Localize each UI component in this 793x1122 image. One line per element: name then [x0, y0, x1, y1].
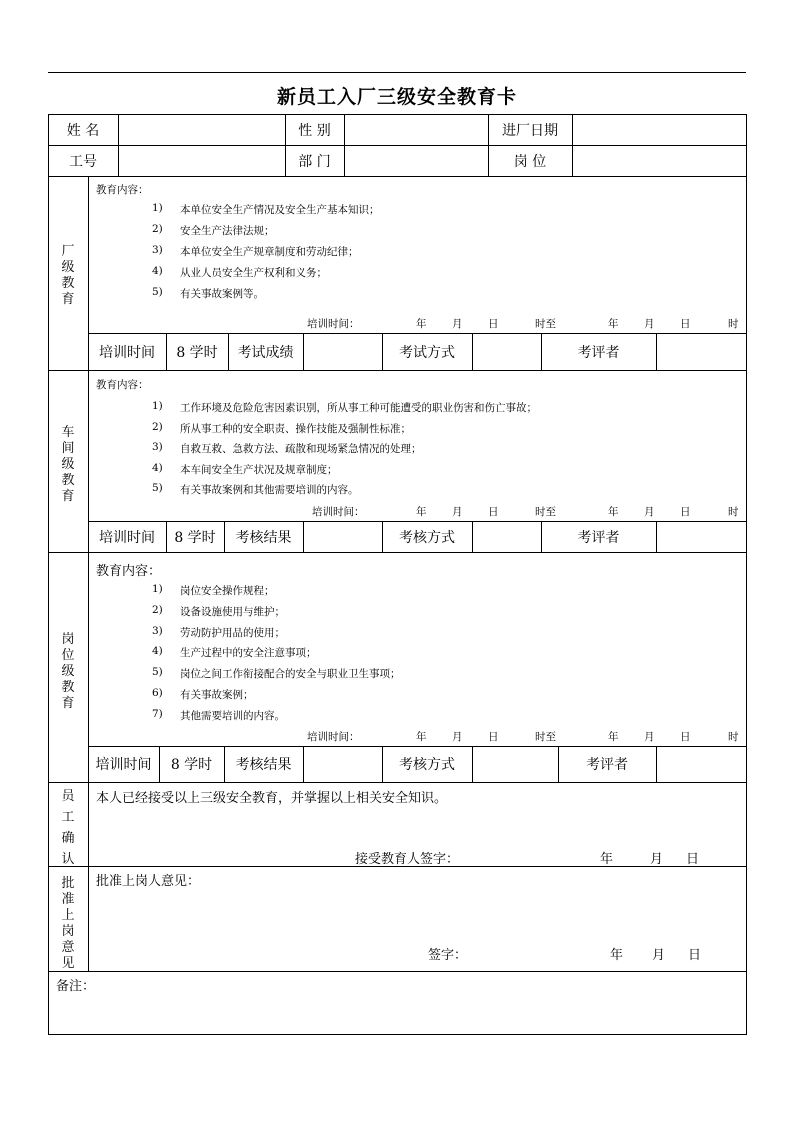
- list-item-number: 1): [152, 202, 163, 214]
- day-text: 日: [680, 731, 691, 743]
- employee-sign-label: 接受教育人签字：: [355, 852, 460, 867]
- list-item: 有关事故案例等。: [180, 288, 264, 300]
- month-text: 月: [644, 731, 655, 743]
- year-text: 年: [610, 948, 624, 963]
- workshop-assessor-label: 考评者: [577, 529, 620, 546]
- workshop-training-time-label: 培训时间：: [312, 506, 365, 518]
- list-item-number: 5): [152, 286, 163, 298]
- day-text: 日: [488, 506, 499, 518]
- list-item: 从业人员安全生产权利和义务；: [180, 267, 327, 279]
- day-text: 日: [688, 948, 702, 963]
- employee-section-label: 员工确认: [61, 789, 75, 867]
- approval-section-label: 批准上岗意见: [61, 876, 75, 971]
- list-item-number: 5): [152, 666, 163, 679]
- list-item: 其他需要培训的内容。: [180, 709, 285, 722]
- list-item-number: 6): [152, 687, 163, 699]
- list-item-number: 7): [152, 707, 163, 720]
- year-text: 年: [608, 731, 619, 743]
- list-item-number: 4): [152, 265, 163, 277]
- factory-result-label: 考试成绩: [237, 344, 294, 361]
- list-item-number: 3): [152, 441, 163, 453]
- id-field[interactable]: [118, 145, 285, 176]
- list-item: 自救互救、急救方法、疏散和现场紧急情况的处理；: [180, 443, 422, 455]
- post-section-label: 岗位级教育: [61, 632, 75, 711]
- factory-result-field[interactable]: [303, 333, 382, 370]
- approval-sign-label: 签字：: [428, 948, 468, 963]
- year-text: 年: [416, 506, 427, 518]
- list-item: 本车间安全生产状况及规章制度；: [180, 463, 338, 476]
- page-title: 新员工入厂三级安全教育卡: [276, 86, 517, 108]
- workshop-assessor-field[interactable]: [656, 521, 747, 552]
- gender-label: 性 别: [298, 122, 331, 139]
- entry-date-label: 进厂日期: [502, 122, 558, 139]
- factory-assessor-field[interactable]: [656, 333, 747, 370]
- workshop-hours-label: 培训时间: [99, 529, 155, 546]
- factory-hours-label: 培训时间: [99, 344, 155, 361]
- post-result-label: 考核结果: [235, 757, 292, 773]
- name-label: 姓 名: [66, 122, 100, 139]
- hour-to-text: 时至: [535, 506, 556, 518]
- workshop-result-label: 考核结果: [235, 529, 292, 546]
- day-text: 日: [488, 318, 499, 330]
- post-assessor-label: 考评者: [586, 757, 628, 773]
- list-item: 安全生产法律法规；: [180, 225, 275, 237]
- list-item-number: 4): [152, 461, 163, 474]
- post-hours-label: 培训时间: [95, 757, 152, 773]
- list-item-number: 3): [152, 244, 163, 256]
- hour-text: 时: [728, 731, 739, 743]
- list-item: 有关事故案例和其他需要培训的内容。: [180, 484, 359, 496]
- post-training-time-label: 培训时间：: [307, 731, 360, 743]
- id-label: 工号: [69, 153, 97, 170]
- post-method-field[interactable]: [472, 746, 558, 782]
- list-item-number: 2): [152, 603, 163, 616]
- list-item: 岗位之间工作衔接配合的安全与职业卫生事项；: [180, 668, 401, 681]
- workshop-hours-value: 8 学时: [174, 529, 216, 546]
- year-text: 年: [608, 506, 619, 518]
- workshop-method-label: 考核方式: [399, 529, 455, 546]
- post-field[interactable]: [572, 145, 747, 176]
- factory-method-field[interactable]: [472, 333, 541, 370]
- list-item-number: 2): [152, 223, 163, 235]
- factory-method-label: 考试方式: [399, 344, 455, 361]
- year-text: 年: [600, 852, 614, 867]
- post-content-label: 教育内容：: [96, 564, 162, 579]
- month-text: 月: [652, 948, 666, 963]
- day-text: 日: [686, 852, 700, 867]
- list-item: 生产过程中的安全注意事项；: [180, 647, 317, 660]
- month-text: 月: [650, 852, 664, 867]
- year-text: 年: [416, 731, 427, 743]
- post-assessor-field[interactable]: [656, 746, 747, 782]
- list-item: 本单位安全生产规章制度和劳动纪律；: [180, 246, 359, 258]
- factory-content-label: 教育内容：: [96, 184, 149, 196]
- workshop-result-field[interactable]: [303, 521, 382, 552]
- factory-assessor-label: 考评者: [577, 344, 620, 361]
- post-hours-value: 8 学时: [170, 757, 213, 773]
- workshop-section-label: 车间级教育: [61, 425, 75, 504]
- factory-training-time-label: 培训时间：: [307, 318, 360, 330]
- hour-text: 时: [728, 318, 739, 330]
- list-item: 设备设施使用与维护；: [180, 605, 285, 618]
- list-item-number: 3): [152, 624, 163, 637]
- employee-statement: 本人已经接受以上三级安全教育，并掌握以上相关安全知识。: [96, 791, 448, 806]
- dept-field[interactable]: [344, 145, 488, 176]
- list-item-number: 5): [152, 482, 163, 494]
- month-text: 月: [644, 318, 655, 330]
- workshop-content-label: 教育内容：: [96, 379, 149, 391]
- workshop-method-field[interactable]: [472, 521, 541, 552]
- list-item: 本单位安全生产情况及安全生产基本知识；: [180, 204, 380, 216]
- day-text: 日: [680, 506, 691, 518]
- post-label: 岗 位: [513, 153, 547, 170]
- list-item-number: 4): [152, 645, 163, 658]
- month-text: 月: [644, 506, 655, 518]
- factory-hours-value: 8 学时: [176, 344, 218, 361]
- approval-opinion-label: 批准上岗人意见：: [96, 874, 201, 889]
- dept-label: 部 门: [298, 153, 331, 170]
- day-text: 日: [488, 731, 499, 743]
- entry-date-field[interactable]: [572, 114, 747, 145]
- factory-section-label: 厂级教育: [61, 244, 75, 307]
- gender-field[interactable]: [344, 114, 488, 145]
- list-item: 工作环境及危险危害因素识别，所从事工种可能遭受的职业伤害和伤亡事故；: [180, 402, 537, 414]
- day-text: 日: [680, 318, 691, 330]
- list-item: 劳动防护用品的使用；: [180, 626, 285, 639]
- name-field[interactable]: [118, 114, 285, 145]
- list-item: 岗位安全操作规程；: [180, 585, 275, 597]
- top-rule: [48, 72, 746, 73]
- list-item: 有关事故案例；: [180, 689, 254, 701]
- list-item-number: 1): [152, 583, 163, 595]
- hour-to-text: 时至: [535, 731, 556, 743]
- list-item: 所从事工种的安全职责、操作技能及强制性标准；: [180, 422, 411, 435]
- month-text: 月: [452, 318, 463, 330]
- hour-text: 时: [728, 506, 739, 518]
- year-text: 年: [608, 318, 619, 330]
- list-item-number: 1): [152, 400, 163, 412]
- remarks-label: 备注：: [56, 979, 96, 994]
- list-item-number: 2): [152, 420, 163, 433]
- post-method-label: 考核方式: [399, 757, 455, 773]
- hour-to-text: 时至: [535, 318, 556, 330]
- year-text: 年: [416, 318, 427, 330]
- month-text: 月: [452, 506, 463, 518]
- month-text: 月: [452, 731, 463, 743]
- post-result-field[interactable]: [303, 746, 382, 782]
